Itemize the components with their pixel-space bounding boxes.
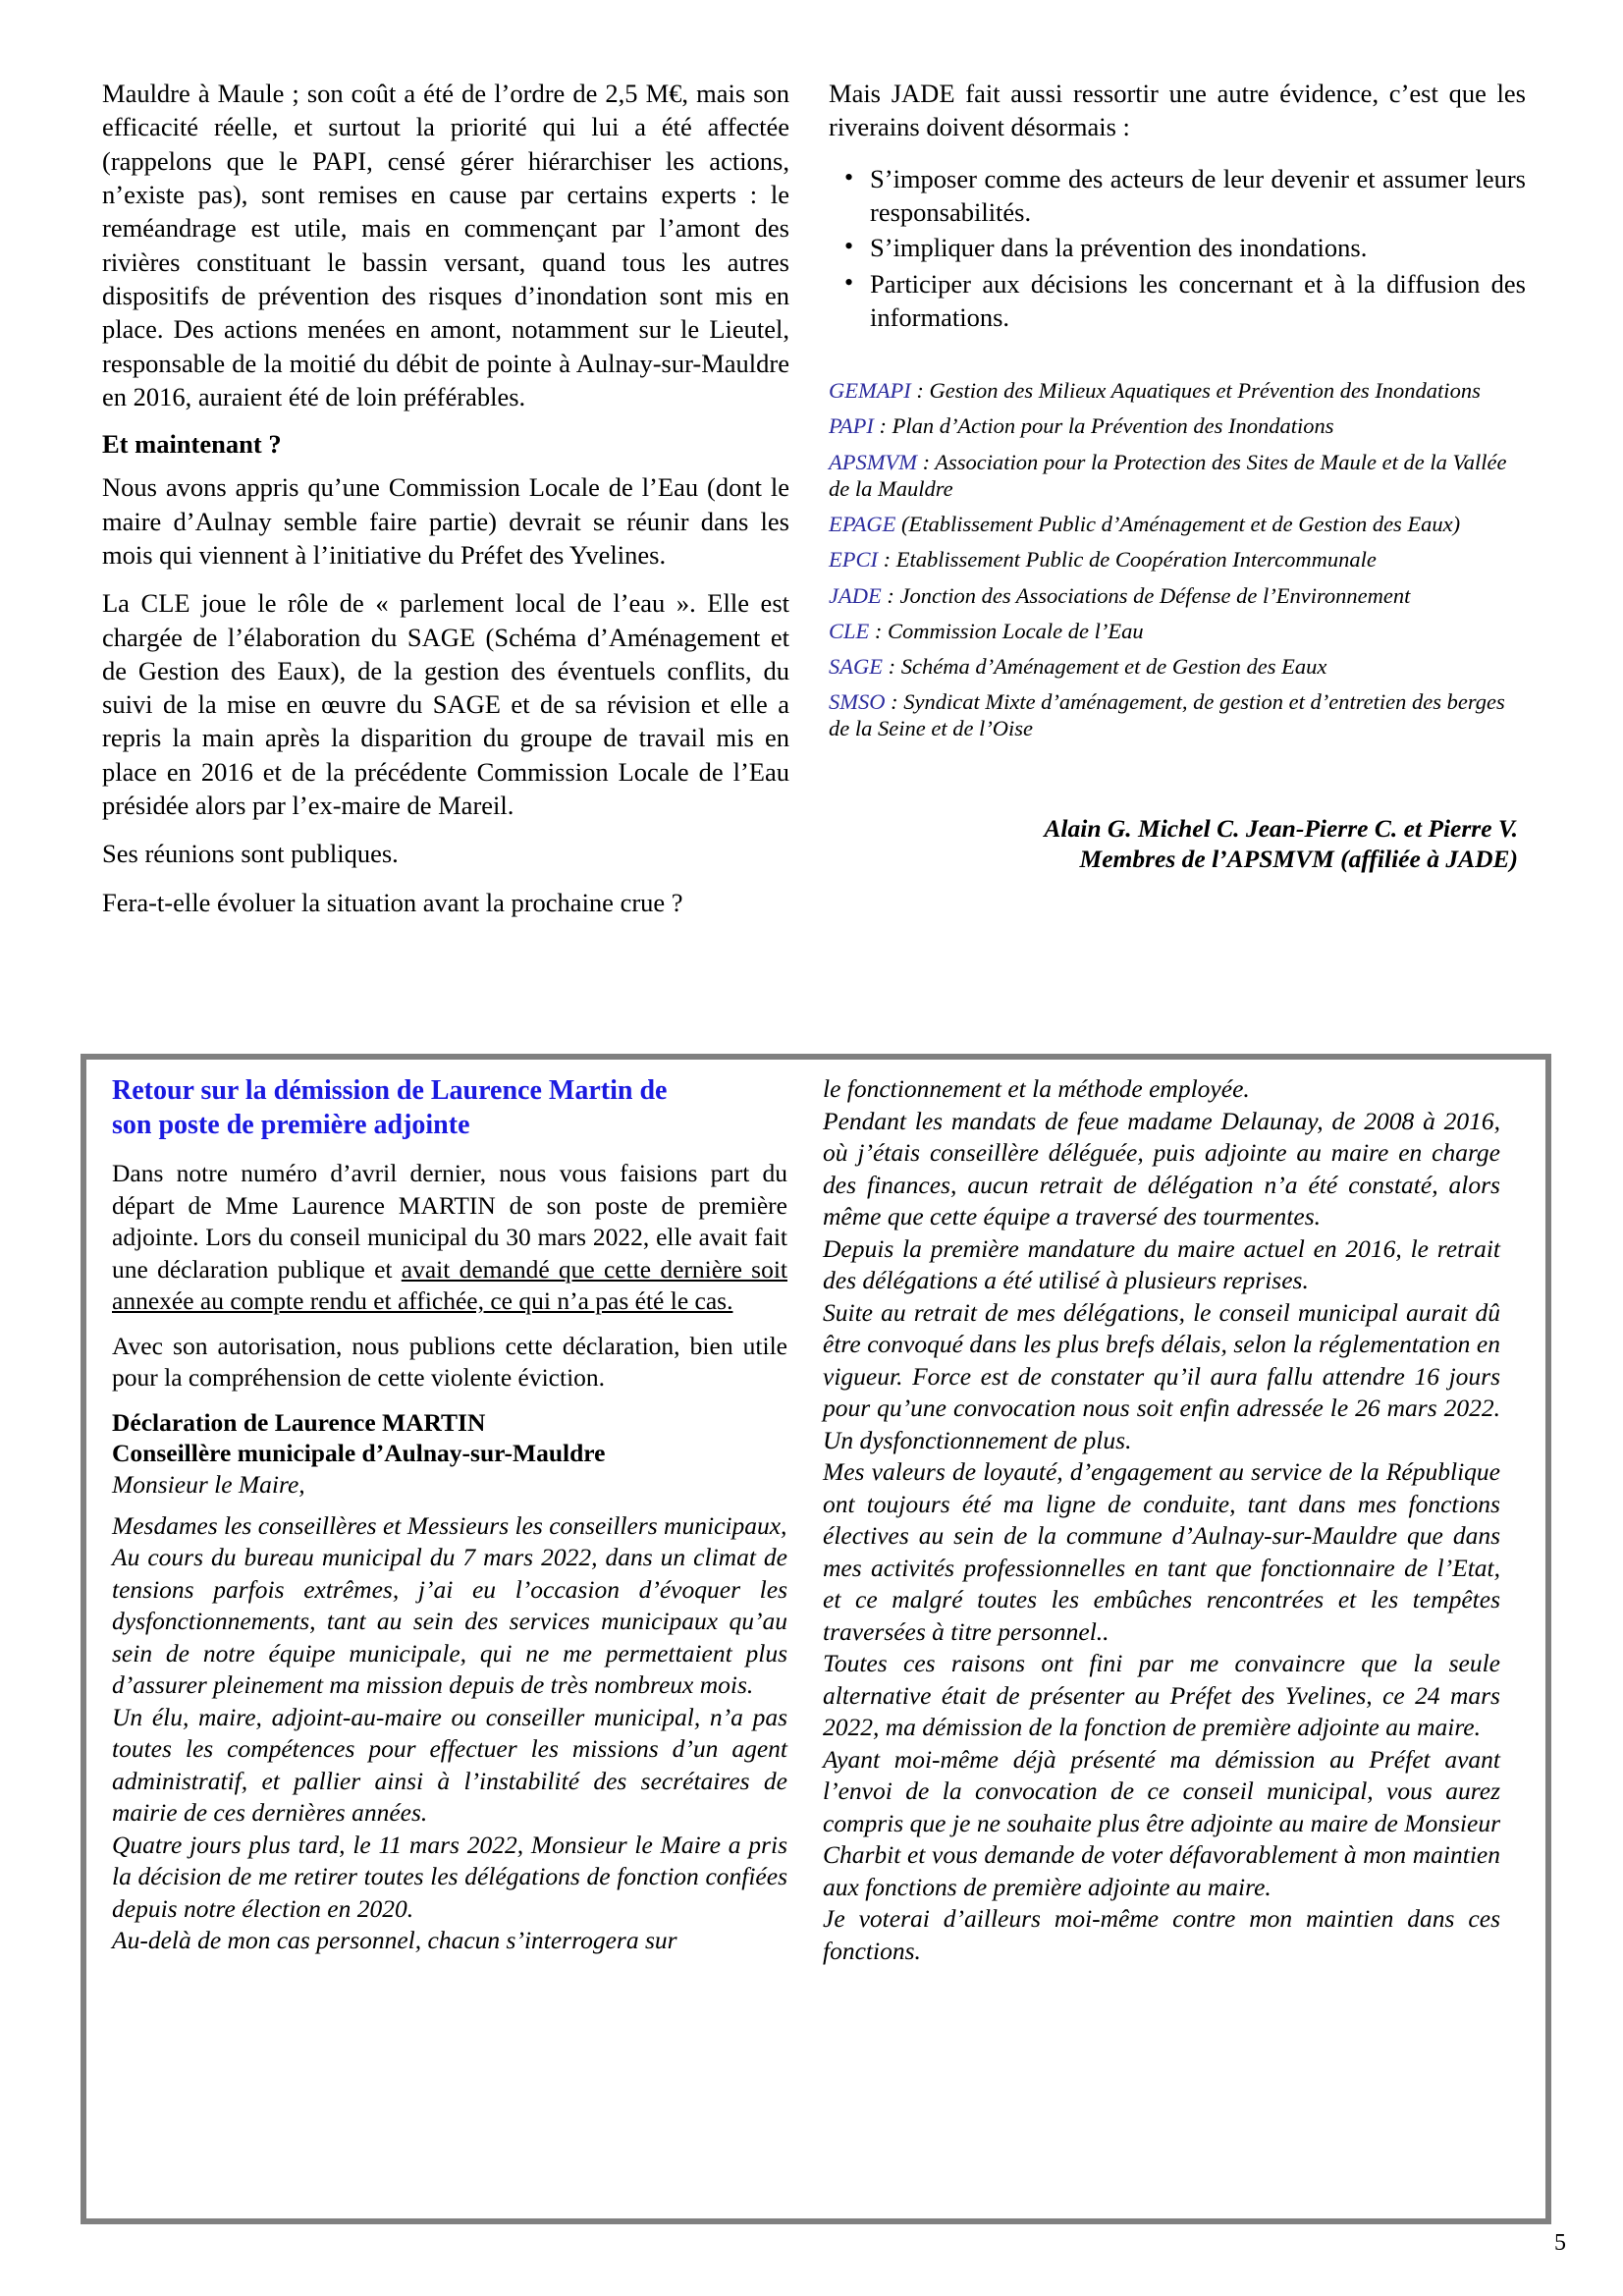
glossary-item xyxy=(829,511,1526,537)
paragraph-cle-reunion: Nous avons appris qu’une Commission Locale de l’Eau (dont le maire d’Aulnay semble faire partie) devrait se réunir dans les mois qui viennent à l’initiative du Préfet des Yvelines. xyxy=(102,472,789,570)
top-right-column xyxy=(829,77,1526,1039)
paragraph-jade-intro: Mais JADE fait aussi ressortir une autre évidence, c’est que les riverains doivent désormais : xyxy=(829,79,1526,142)
boxed-title-line2: son poste de première adjointe xyxy=(112,1110,470,1140)
glossary-definition: : Jonction des Associations de Défense de l’Environnement xyxy=(881,582,1411,608)
list-item: • Participer aux décisions les concernant et à la diffusion des informations. xyxy=(870,267,1526,335)
glossary-acronym: PAPI xyxy=(829,413,874,439)
declaration-paragraph: Suite au retrait de mes délégations, le conseil municipal aurait dû être convoqué dans les plus brefs délais, selon la réglementation en vigueur. Force est de constater qu’il aura fallu attendre 16 jours pour qu’une convocation nous soit enfin adressée le 26 mars 2022. Un dysfonctionnement de plus. xyxy=(823,1297,1500,1454)
article-signature xyxy=(829,813,1526,876)
declaration-paragraph: Depuis la première mandature du maire actuel en 2016, le retrait des délégations a été utilisé à plusieurs reprises. xyxy=(823,1233,1500,1294)
glossary-acronym: SMSO xyxy=(829,689,886,715)
glossary-definition: : Plan d’Action pour la Prévention des Inondations xyxy=(873,413,1334,439)
list-item: • S’impliquer dans la prévention des inondations. xyxy=(870,231,1526,264)
top-article-area xyxy=(102,77,1526,1039)
boxed-right-column xyxy=(823,1073,1500,2211)
glossary-acronym: GEMAPI xyxy=(829,378,911,404)
paragraph-reunions-publiques: Ses réunions sont publiques. xyxy=(102,839,399,869)
glossary-item xyxy=(829,618,1526,644)
declaration-paragraph: le fonctionnement et la méthode employée. xyxy=(823,1074,1250,1103)
declaration-paragraph: Au cours du bureau municipal du 7 mars 2022, dans un climat de tensions parfois extrêmes, j’ai eu l’occasion d’évoquer les dysfonctionnements, tant au sein des services municipaux qu’au sein de notre équipe municipale, qui ne me permettaient plus d’assurer pleinement ma mission depuis de très nombreux mois. xyxy=(112,1543,787,1700)
declaration-paragraph: Mes valeurs de loyauté, d’engagement au service de la République ont toujours été ma ligne de conduite, tant dans mes fonctions électives au sein de la commune d’Aulnay-sur-Mauldre que dans mes activités professionnelles en tant que fonctionnaire de l’Etat, et ce malgré toutes les embûches rencontrées et les tempêtes traversées à titre personnel.. xyxy=(823,1457,1500,1646)
glossary-definition: (Etablissement Public d’Aménagement et de Gestion des Eaux) xyxy=(895,512,1461,537)
intro-text-plain: Dans notre numéro d’avril dernier, nous vous faisions part du départ de Mme Laurence MARTIN de son poste de première adjointe. Lors du conseil municipal du 30 mars 2022, elle avait fait une déclaration publique et xyxy=(112,1159,787,1284)
glossary-acronym: CLE xyxy=(829,618,870,643)
glossary-definition: : Syndicat Mixte d’aménagement, de gestion et d’entretien des berges de la Seine et de l’Oise xyxy=(829,689,1505,741)
glossary-acronym: JADE xyxy=(829,582,882,608)
boxed-paragraph-autorisation: Avec son autorisation, nous publions cette déclaration, bien utile pour la compréhension de cette violente éviction. xyxy=(112,1331,787,1392)
paragraph-cle-role: La CLE joue le rôle de « parlement local de l’eau ». Elle est chargée de l’élaboration du SAGE (Schéma d’Aménagement et de Gestion des Eaux), de la gestion des éventuels conflits, du suivi de la mise en œuvre du SAGE et de sa révision et elle a repris la main après la disparition du groupe de travail mis en place en 2016 et de la précédente Commission Locale de l’Eau présidée alors par l’ex-maire de Mareil. xyxy=(102,588,789,821)
signature-authors: Alain G. Michel C. Jean-Pierre C. et Pierre V. xyxy=(1044,813,1518,843)
glossary-acronym: EPCI xyxy=(829,547,878,573)
subheading-et-maintenant: Et maintenant ? xyxy=(102,429,282,460)
riverains-bullet-list xyxy=(829,162,1526,335)
glossary-definition: : Etablissement Public de Coopération Intercommunale xyxy=(878,547,1377,573)
declaration-paragraph: Pendant les mandats de feue madame Delaunay, de 2008 à 2016, où j’étais conseillère déléguée, puis adjointe au maire en charge des finances, aucun retrait de délégation n’a été constaté, alors même que cette équipe a traversé des tourmentes. xyxy=(823,1106,1500,1230)
declaration-paragraph: Mesdames les conseillères et Messieurs les conseillers municipaux, xyxy=(112,1510,787,1540)
top-left-column xyxy=(102,77,789,1039)
signature-affiliation: Membres de l’APSMVM (affiliée à JADE) xyxy=(1079,845,1518,874)
intro-text-underlined: avait demandé que cette dernière soit annexée au compte rendu et affichée, ce qui n’a pas été le cas. xyxy=(112,1254,787,1315)
paragraph-question-finale: Fera-t-elle évoluer la situation avant la prochaine crue ? xyxy=(102,887,683,917)
glossary-acronym: APSMVM xyxy=(829,449,917,474)
declaration-heading-line1: Déclaration de Laurence MARTIN xyxy=(112,1407,486,1437)
glossary-list xyxy=(829,377,1526,741)
glossary-item xyxy=(829,653,1526,680)
glossary-acronym: EPAGE xyxy=(829,512,896,537)
declaration-heading-line2: Conseillère municipale d’Aulnay-sur-Mauldre xyxy=(112,1439,606,1468)
boxed-article-title xyxy=(112,1073,787,1142)
list-item: • S’imposer comme des acteurs de leur devenir et assumer leurs responsabilités. xyxy=(870,162,1526,230)
glossary-acronym: SAGE xyxy=(829,653,883,679)
glossary-item xyxy=(829,377,1526,404)
boxed-left-column xyxy=(112,1073,787,2211)
glossary-definition: : Commission Locale de l’Eau xyxy=(869,618,1144,643)
declaration-paragraph: Au-delà de mon cas personnel, chacun s’interrogera sur xyxy=(112,1926,677,1955)
declaration-paragraph: Toutes ces raisons ont fini par me convaincre que la seule alternative était de présenter au Préfet des Yvelines, ce 24 mars 2022, ma démission de la fonction de première adjointe au maire. xyxy=(823,1649,1500,1741)
declaration-paragraph: Je voterai d’ailleurs moi-même contre mon maintien dans ces fonctions. xyxy=(823,1904,1500,1965)
glossary-item xyxy=(829,412,1526,439)
glossary-item xyxy=(829,449,1526,502)
declaration-paragraph: Quatre jours plus tard, le 11 mars 2022, Monsieur le Maire a pris la décision de me retirer toutes les délégations de fonction confiées depuis notre élection en 2020. xyxy=(112,1830,787,1923)
boxed-article xyxy=(81,1054,1551,2224)
glossary-definition: : Association pour la Protection des Sites de Maule et de la Vallée de la Mauldre xyxy=(829,449,1507,501)
paragraph-continuation: Mauldre à Maule ; son coût a été de l’ordre de 2,5 M€, mais son efficacité réelle, et surtout la priorité qui lui a été affectée (rappelons que le PAPI, censé gérer hiérarchiser les actions, n’existe pas), sont remises en cause par certains experts : le reméandrage est utile, mais en commençant par l’amont des rivières constituant le bassin versant, quand tous les autres dispositifs de prévention des risques d’inondation sont mis en place. Des actions menées en amont, notamment sur le Lieutel, responsable de la moitié du débit de pointe à Aulnay-sur-Mauldre en 2016, auraient été de loin préférables. xyxy=(102,79,789,411)
boxed-title-line1: Retour sur la démission de Laurence Martin de xyxy=(112,1075,668,1106)
glossary-definition: : Schéma d’Aménagement et de Gestion des Eaux xyxy=(883,653,1327,679)
glossary-item xyxy=(829,582,1526,609)
declaration-paragraph: Ayant moi-même déjà présenté ma démission au Préfet avant l’envoi de la convocation de ce conseil municipal, vous aurez compris que je ne souhaite plus être adjointe au maire de Monsieur Charbit et vous demande de voter défavorablement à mon maintien aux fonctions de première adjointe au maire. xyxy=(823,1744,1500,1901)
declaration-paragraph: Monsieur le Maire, xyxy=(112,1470,305,1500)
glossary-item xyxy=(829,546,1526,573)
glossary-item xyxy=(829,688,1526,741)
boxed-intro-paragraph xyxy=(112,1158,787,1318)
declaration-paragraph: Un élu, maire, adjoint-au-maire ou conseiller municipal, n’a pas toutes les compétences pour effectuer les missions d’un agent administratif, et pallier ainsi à l’instabilité des secrétaires de mairie de ces dernières années. xyxy=(112,1702,787,1828)
page-number: 5 xyxy=(1554,2230,1566,2256)
glossary-definition: : Gestion des Milieux Aquatiques et Prévention des Inondations xyxy=(910,378,1481,404)
